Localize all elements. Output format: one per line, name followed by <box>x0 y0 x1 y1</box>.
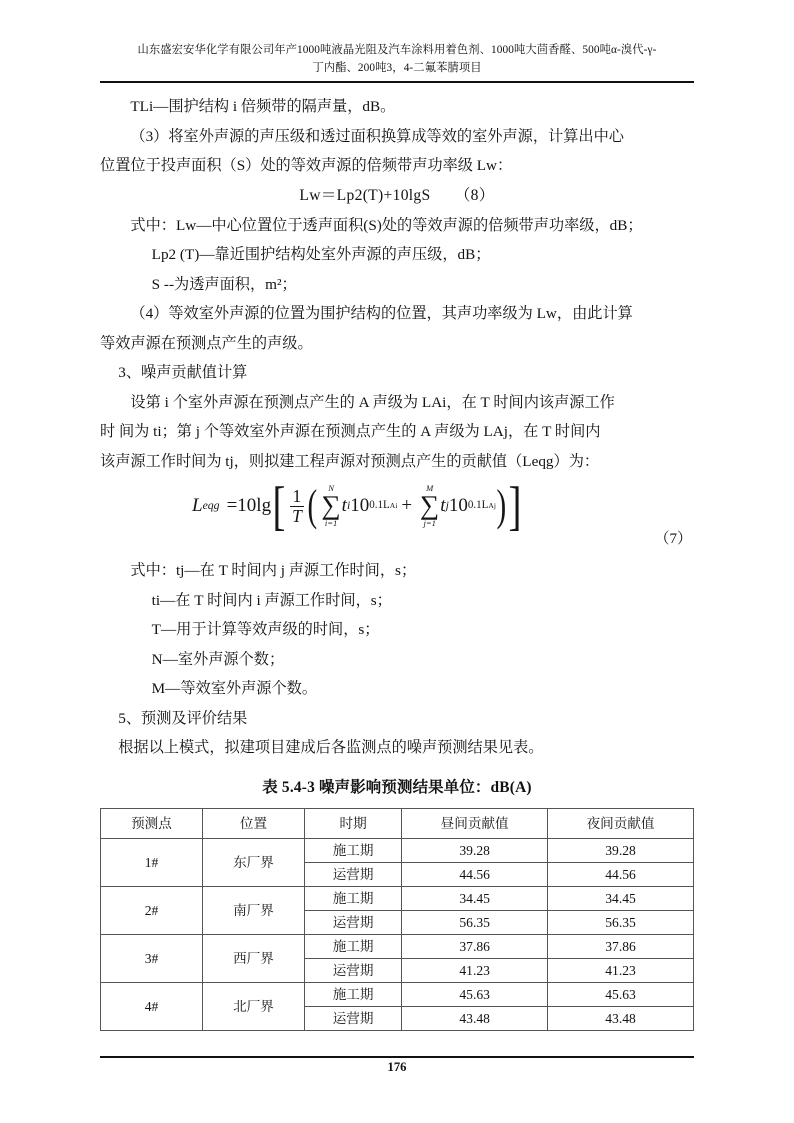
table-cell-point: 3# <box>101 935 203 983</box>
paragraph-sec5-line1: 根据以上模式，拟建项目建成后各监测点的噪声预测结果见表。 <box>118 739 544 756</box>
table-header-row <box>101 809 694 839</box>
formula-term1-base: 10 <box>350 495 370 517</box>
formula-7-expression <box>192 475 523 536</box>
running-header <box>100 42 694 77</box>
table-cell-period: 施工期 <box>304 935 401 959</box>
heading-section-5: 5、预测及评价结果 <box>118 709 248 727</box>
paragraph-sec3-line3: 该声源工作时间为 tj，则拟建工程声源对预测点产生的贡献值（Leqg）为： <box>100 452 600 470</box>
table-cell-night-value: 43.48 <box>548 1007 694 1031</box>
table-header-cell: 夜间贡献值 <box>548 809 694 839</box>
formula-term2-t-subscript: j <box>445 499 449 513</box>
formula-paren-open: ( <box>307 480 317 530</box>
paragraph-def-lw: 式中：Lw—中心位置位于透声面积(S)处的等效声源的倍频带声功率级，dB； <box>130 216 643 234</box>
formula-term1-t-subscript: i <box>346 499 351 513</box>
formula-lhs-subscript: eqg <box>202 499 220 513</box>
page-number: 176 <box>387 1060 407 1074</box>
table-cell-period: 施工期 <box>304 983 401 1007</box>
table-cell-period: 施工期 <box>304 839 401 863</box>
formula-fraction-denominator: T <box>292 505 302 526</box>
formula-fraction-numerator: 1 <box>292 486 302 507</box>
table-cell-location: 东厂界 <box>202 839 304 887</box>
table-header-cell: 预测点 <box>101 809 203 839</box>
table-cell-day-value: 37.86 <box>402 935 548 959</box>
table-cell-night-value: 45.63 <box>548 983 694 1007</box>
formula-term2-t: t <box>440 495 446 517</box>
table-cell-location: 西厂界 <box>202 935 304 983</box>
formula-fraction-one-over-T <box>290 487 304 525</box>
formula-lhs-variable: L <box>192 495 203 517</box>
formula-summation-1-glyph: ∑ <box>321 490 341 521</box>
table-cell-day-value: 34.45 <box>402 887 548 911</box>
formula-summation-2-lower: j=1 <box>423 517 436 528</box>
formula-paren-close: ) <box>496 480 507 530</box>
heading-section-3: 3、噪声贡献值计算 <box>118 364 248 381</box>
table-row <box>101 983 694 1007</box>
table-cell-night-value: 39.28 <box>548 839 694 863</box>
running-header-line-2: 丁内酯、200吨3，4-二氟苯腈项目 <box>312 61 482 74</box>
paragraph-def-tj: 式中：tj—在 T 时间内 j 声源工作时间，s； <box>130 562 417 579</box>
running-header-line-1: 山东盛宏安华化学有限公司年产1000吨液晶光阻及汽车涂料用着色剂、1000吨大茴香醛、500吨α-溴代-γ- <box>137 44 657 56</box>
table-cell-night-value: 37.86 <box>548 935 694 959</box>
footer-divider <box>100 1056 694 1058</box>
paragraph-def-M: M—等效室外声源个数。 <box>151 680 318 697</box>
formula-plus-sign: + <box>401 495 413 517</box>
table-cell-day-value: 39.28 <box>402 839 548 863</box>
formula-term2-exponent-subscript: Aj <box>488 501 496 511</box>
paragraph-def-s: S --为透声面积，m²； <box>151 275 297 293</box>
table-caption: 表 5.4-3 噪声影响预测结果单位：dB(A) <box>262 778 532 796</box>
table-header-cell: 时期 <box>304 809 401 839</box>
table-cell-night-value: 56.35 <box>548 911 694 935</box>
formula-term1-exponent-subscript: Ai <box>389 501 398 511</box>
table-cell-night-value: 34.45 <box>548 887 694 911</box>
page-footer <box>100 1056 694 1075</box>
formula-summation-1-upper: N <box>328 483 334 493</box>
paragraph-sec3-line1: 设第 i 个室外声源在预测点产生的 A 声级为 LAi，在 T 时间内该声源工作 <box>130 393 615 411</box>
paragraph-tli-definition: TLi—围护结构 i 倍频带的隔声量，dB。 <box>130 98 396 115</box>
noise-prediction-table <box>100 808 694 1031</box>
equation-8-number: （8） <box>454 186 495 204</box>
table-cell-point: 4# <box>101 983 203 1031</box>
formula-term1-exponent: 0.1L <box>369 499 390 512</box>
formula-equals-10lg: =10lg <box>226 495 272 517</box>
paragraph-item4-line1: （4）等效室外声源的位置为围护结构的位置，其声功率级为 Lw，由此计算 <box>130 305 633 322</box>
paragraph-def-lp2: Lp2 (T)—靠近围护结构处室外声源的声压级，dB； <box>151 246 491 263</box>
table-row <box>101 839 694 863</box>
table-row <box>101 887 694 911</box>
table-cell-point: 1# <box>101 839 203 887</box>
paragraph-def-T: T—用于计算等效声级的时间，s； <box>151 621 380 638</box>
equation-8-text: Lw＝Lp2(T)+10lgS <box>299 186 431 204</box>
formula-bracket-close: ] <box>508 475 522 536</box>
paragraph-def-ti: ti—在 T 时间内 i 声源工作时间，s； <box>151 591 392 609</box>
table-cell-day-value: 43.48 <box>402 1007 548 1031</box>
table-cell-night-value: 44.56 <box>548 863 694 887</box>
table-row <box>101 935 694 959</box>
formula-summation-1-lower: i=1 <box>324 517 338 528</box>
paragraph-item3-line2: 位置位于投声面积（S）处的等效声源的倍频带声功率级 Lw： <box>100 157 513 174</box>
formula-summation-2 <box>420 484 439 528</box>
formula-summation-1 <box>321 484 340 528</box>
table-header-cell: 位置 <box>202 809 304 839</box>
table-cell-night-value: 41.23 <box>548 959 694 983</box>
equation-8 <box>100 181 694 211</box>
paragraph-item4-line2: 等效声源在预测点产生的声级。 <box>100 334 313 352</box>
table-cell-period: 运营期 <box>304 1007 401 1031</box>
table-cell-day-value: 45.63 <box>402 983 548 1007</box>
formula-summation-2-upper: M <box>426 483 434 493</box>
formula-bracket-open: [ <box>272 475 286 536</box>
table-cell-period: 运营期 <box>304 911 401 935</box>
formula-term1-t: t <box>341 495 347 517</box>
formula-7-number: （7） <box>654 530 692 547</box>
table-cell-day-value: 41.23 <box>402 959 548 983</box>
table-cell-period: 运营期 <box>304 959 401 983</box>
paragraph-sec3-line2: 时 间为 ti；第 j 个等效室外声源在预测点产生的 A 声级为 LAj，在 T 时间内 <box>100 423 601 440</box>
formula-term2-base: 10 <box>448 495 468 517</box>
table-cell-point: 2# <box>101 887 203 935</box>
document-body <box>100 83 694 1031</box>
table-cell-day-value: 44.56 <box>402 863 548 887</box>
paragraph-item3-line1: （3）将室外声源的声压级和透过面积换算成等效的室外声源，计算出中心 <box>130 127 624 145</box>
table-cell-day-value: 56.35 <box>402 911 548 935</box>
table-cell-period: 运营期 <box>304 863 401 887</box>
table-cell-period: 施工期 <box>304 887 401 911</box>
formula-term2-exponent: 0.1L <box>467 499 489 512</box>
table-cell-location: 北厂界 <box>202 983 304 1031</box>
table-header-cell: 昼间贡献值 <box>402 809 548 839</box>
formula-7-block <box>100 475 694 554</box>
table-cell-location: 南厂界 <box>202 887 304 935</box>
paragraph-def-N: N—室外声源个数； <box>151 650 285 668</box>
formula-summation-2-glyph: ∑ <box>420 490 440 521</box>
